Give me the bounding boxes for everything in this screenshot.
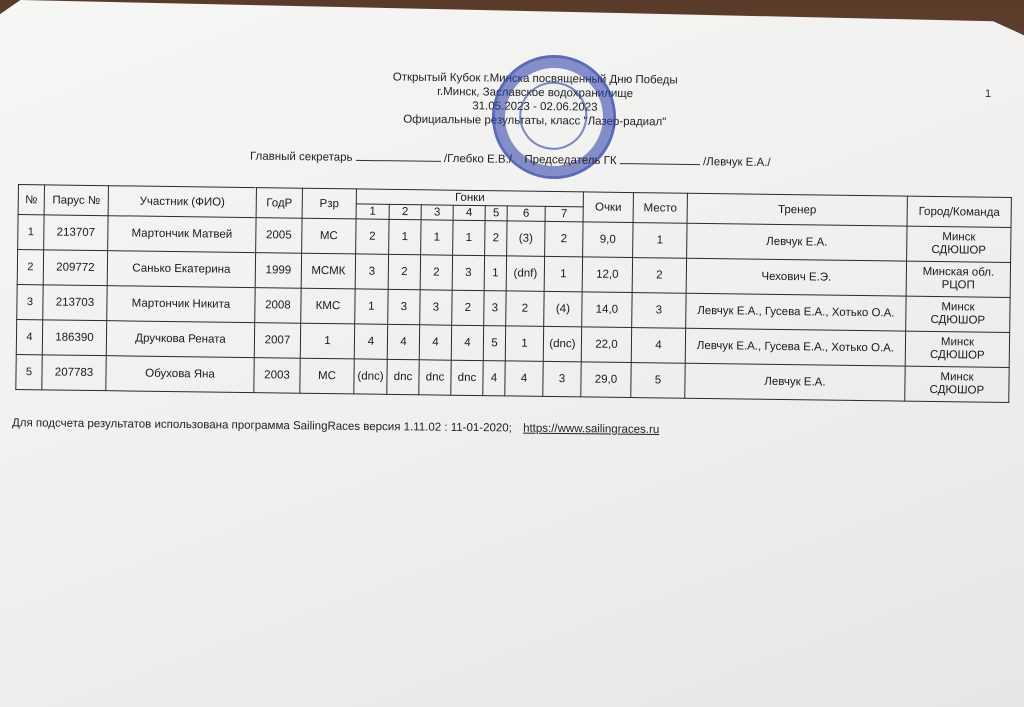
row-num: 2 — [17, 250, 43, 285]
header-race-4: 4 — [453, 205, 485, 220]
row-sail: 209772 — [43, 250, 107, 286]
row-team — [905, 366, 1009, 402]
header-year: ГодР — [256, 188, 302, 219]
row-year: 2005 — [256, 218, 302, 254]
header-sail: Парус № — [44, 185, 108, 216]
row-club: РЦОП — [941, 279, 975, 292]
row-points: 29,0 — [581, 362, 631, 398]
row-race-1: 4 — [354, 324, 387, 359]
header-place: Место — [633, 193, 687, 224]
row-year: 2007 — [254, 323, 300, 359]
row-club: СДЮШОР — [930, 313, 986, 327]
row-coach: Чехович Е.Э. — [686, 258, 906, 296]
header-team: Город/Команда — [907, 196, 1011, 227]
row-race-5: 2 — [485, 221, 507, 256]
row-points: 22,0 — [581, 327, 631, 363]
row-race-7: 3 — [543, 361, 581, 396]
row-num: 3 — [17, 284, 43, 319]
row-race-3: 2 — [420, 255, 452, 290]
results-table — [15, 184, 1012, 403]
header-name: Участник (ФИО) — [108, 186, 256, 218]
header-title: Открытый Кубок г.Минска посвященный Дню Победы — [392, 71, 678, 87]
row-coach: Левчук Е.А. — [685, 363, 905, 401]
row-place: 5 — [631, 363, 685, 399]
row-club: СДЮШОР — [931, 243, 987, 257]
chair-name: /Левчук Е.А./ — [702, 156, 771, 169]
row-rank: 1 — [300, 323, 354, 359]
row-city: Минск — [940, 336, 975, 349]
header-rank: Рзр — [302, 188, 356, 219]
row-place: 1 — [633, 223, 687, 259]
row-race-1: 3 — [355, 254, 388, 289]
row-team — [905, 331, 1009, 367]
header-dates: 31.05.2023 - 02.06.2023 — [472, 100, 598, 114]
row-sail: 186390 — [42, 320, 106, 356]
row-city: Минск — [940, 371, 974, 384]
row-race-3: 4 — [419, 325, 451, 360]
row-race-3: 1 — [421, 220, 453, 255]
row-race-4: 2 — [452, 290, 484, 325]
header-race-2: 2 — [389, 204, 421, 219]
stamp-inner-ring — [512, 74, 595, 157]
row-points: 14,0 — [582, 292, 632, 328]
header-races: Гонки — [356, 189, 583, 207]
row-name: Мартончик Никита — [107, 286, 255, 323]
row-race-6: 1 — [505, 326, 543, 361]
row-race-2: 1 — [389, 219, 421, 254]
row-team — [907, 226, 1011, 262]
header-race-7: 7 — [545, 206, 583, 221]
row-race-2: dnc — [387, 359, 419, 394]
row-race-6: 2 — [506, 291, 544, 326]
row-race-1: 1 — [355, 289, 388, 324]
row-place: 3 — [632, 293, 686, 329]
row-race-4: dnc — [451, 360, 483, 395]
footer-link[interactable]: https://www.sailingraces.ru — [523, 422, 660, 437]
secretary-label: Главный секретарь — [249, 150, 353, 164]
row-race-7: 1 — [544, 256, 582, 291]
row-name: Дручкова Рената — [106, 321, 254, 358]
row-team — [906, 296, 1010, 332]
row-club: СДЮШОР — [929, 383, 985, 397]
row-year: 2003 — [254, 358, 300, 394]
row-race-7: (4) — [544, 291, 582, 326]
header-race-5: 5 — [485, 206, 507, 221]
chair-signature-line — [620, 153, 700, 165]
row-name: Обухова Яна — [106, 356, 254, 393]
footer-text: Для подсчета результатов использована программа SailingRaces версия 1.11.02 : 11-01-2020; — [11, 417, 512, 435]
row-coach: Левчук Е.А., Гусева Е.А., Хотько О.А. — [685, 328, 905, 366]
row-race-5: 4 — [483, 361, 505, 396]
row-rank: МС — [302, 218, 356, 254]
chair-label: Председатель ГК — [524, 153, 617, 168]
row-race-3: dnc — [419, 360, 451, 395]
row-rank: МСМК — [301, 253, 355, 289]
row-rank: КМС — [301, 288, 355, 324]
secretary-name: /Глебко Е.В./ — [443, 152, 513, 166]
secretary-signature-line — [356, 150, 441, 162]
row-points: 9,0 — [583, 222, 633, 258]
row-race-1: (dnc) — [354, 359, 387, 394]
row-sail: 213703 — [43, 285, 107, 321]
row-race-4: 1 — [453, 220, 485, 255]
row-sail: 213707 — [44, 215, 108, 251]
row-city: Минск — [942, 231, 976, 244]
row-place: 2 — [632, 258, 686, 294]
row-coach: Левчук Е.А. — [687, 223, 907, 261]
row-race-2: 4 — [387, 324, 419, 359]
row-race-2: 3 — [388, 289, 420, 324]
row-name: Санько Екатерина — [107, 251, 255, 288]
row-race-5: 1 — [484, 256, 506, 291]
row-city: Минская обл. — [922, 265, 995, 279]
row-club: СДЮШОР — [929, 348, 985, 362]
row-race-2: 2 — [388, 254, 420, 289]
row-race-5: 5 — [483, 326, 505, 361]
row-points: 12,0 — [582, 257, 632, 293]
row-team — [906, 261, 1010, 297]
header-race-1: 1 — [356, 204, 389, 219]
page-number: 1 — [985, 88, 992, 100]
row-name: Мартончик Матвей — [108, 216, 256, 253]
row-race-5: 3 — [484, 291, 506, 326]
row-coach: Левчук Е.А., Гусева Е.А., Хотько О.А. — [686, 293, 906, 331]
row-rank: МС — [300, 358, 354, 394]
row-city: Минск — [941, 301, 975, 314]
row-race-1: 2 — [356, 219, 389, 254]
row-year: 1999 — [255, 253, 301, 289]
row-race-6: 4 — [505, 361, 543, 396]
row-race-3: 3 — [420, 290, 452, 325]
row-race-7: (dnc) — [543, 326, 581, 361]
header-points: Очки — [583, 192, 633, 223]
row-race-6: (dnf) — [506, 256, 544, 291]
header-coach: Тренер — [687, 193, 907, 226]
row-race-4: 4 — [451, 325, 483, 360]
row-race-7: 2 — [545, 221, 583, 256]
header-num: № — [18, 185, 44, 215]
row-race-6: (3) — [507, 221, 545, 256]
row-num: 1 — [18, 215, 44, 250]
row-race-4: 3 — [452, 255, 484, 290]
header-race-6: 6 — [507, 206, 545, 221]
header-subtitle: Официальные результаты, класс "Лазер-радиал" — [403, 113, 667, 129]
row-num: 4 — [16, 319, 42, 354]
row-place: 4 — [631, 328, 685, 364]
header-location: г.Минск, Заславское водохранилище — [437, 85, 634, 101]
row-num: 5 — [16, 354, 42, 389]
row-year: 2008 — [255, 288, 301, 324]
header-race-3: 3 — [421, 205, 453, 220]
row-sail: 207783 — [42, 355, 106, 391]
